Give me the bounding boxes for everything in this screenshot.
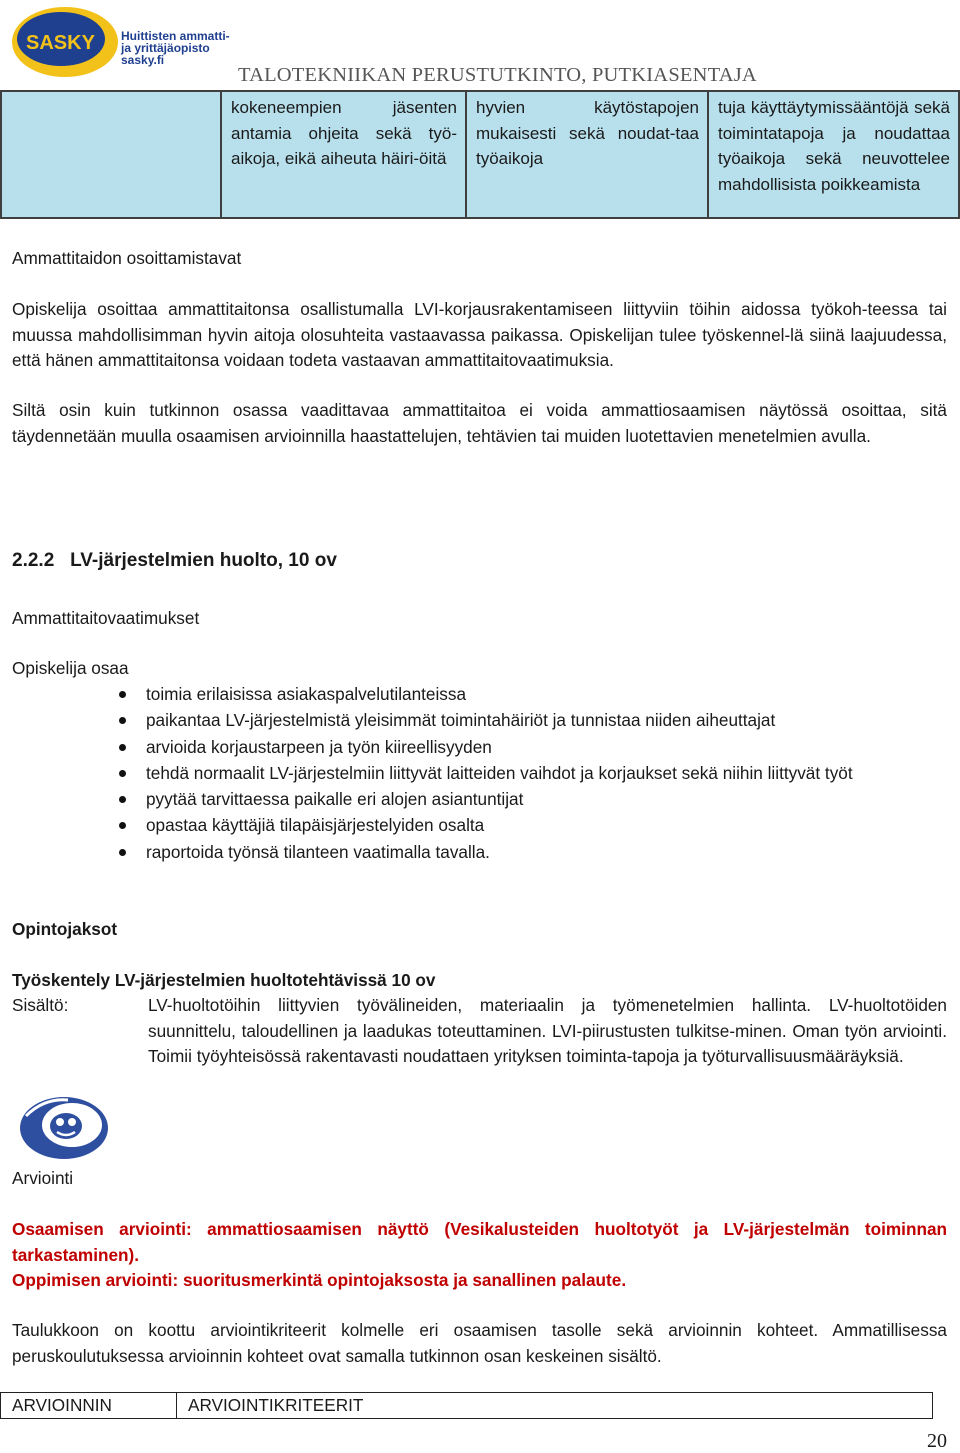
section-heading-osoittamistavat: Ammattitaidon osoittamistavat (12, 248, 242, 268)
list-item: opastaa käyttäjiä tilapäisjärjestelyiden osalta (12, 812, 947, 838)
svg-text:Huittisten ammatti-: Huittisten ammatti- (121, 29, 230, 43)
list-item: tehdä normaalit LV-järjestelmiin liittyvät laitteiden vaihdot ja korjaukset sekä niihin liittyvät työt (12, 760, 947, 786)
sasky-logo (10, 2, 240, 84)
paragraph-osoittaminen: Opiskelija osoittaa ammattitaitonsa osallistumalla LVI-korjausrakentamiseen liittyviin töihin aidossa työkoh-teessa tai muussa mahdollisimman hyvin aitoja olosuhteita vastaavassa paikassa. Opiskelijan tulee työskennel-lä siinä laajuudessa, että hänen ammattitaitonsa voidaan todeta vastaavan ammattitaitovaatimuksia. (12, 299, 947, 371)
paragraph-taulukko: Taulukkoon on koottu arviointikriteerit kolmelle eri osaamisen tasolle sekä arvioinnin kohteet. Ammatillisessa peruskoulutuksessa arvioinnin kohteet ovat samalla tutkinnon osan keskeinen sisältö. (12, 1320, 947, 1366)
logo-brand: SASKY (26, 32, 95, 54)
content-text: LV-huoltotöihin liittyvien työvälineiden, materiaalin ja työmenetelmien hallinta. LV-huoltotöiden suunnittelu, taloudellinen ja laadukas toteuttaminen. LVI-piirustusten tulkitse-minen. Oman työn arviointi. Toimii työyhteisössä rakentavasti noudattaen yrityksen toiminta-tapoja ja työturvallisuusmääräyksiä. (148, 995, 947, 1067)
paragraph-taydentaminen: Siltä osin kuin tutkinnon osassa vaadittavaa ammattitaitoa ei voida ammattiosaamisen näytössä osoittaa, sitä täydennetään muulla osaamisen arvioinnilla haastattelujen, tehtävien tai muiden luotettavien menetelmien avulla. (12, 400, 947, 446)
assessment-table-header (0, 1392, 933, 1419)
table-cell-tyydyttava: kokeneempien jäsenten antamia ohjeita sekä työ-aikoja, eikä aiheuta häiri-öitä (221, 91, 466, 218)
heading-opintojaksot: Opintojaksot (12, 919, 118, 939)
course-title: Työskentely LV-järjestelmien huoltotehtävissä 10 ov (12, 970, 436, 990)
heading-arviointi: Arviointi (12, 1168, 74, 1188)
page-number: 20 (927, 1430, 947, 1452)
list-item: paikantaa LV-järjestelmistä yleisimmät toimintahäiriöt ja tunnistaa niiden aiheuttajat (12, 707, 947, 733)
svg-text:ja yrittäjäopisto: ja yrittäjäopisto (121, 41, 210, 55)
section-name: LV-järjestelmien huolto, 10 ov (70, 550, 337, 571)
content-label: Sisältö: (12, 995, 69, 1015)
criteria-table-continuation (0, 90, 960, 219)
decorative-face-logo-icon (16, 1096, 110, 1162)
list-item: pyytää tarvittaessa paikalle eri alojen asiantuntijat (12, 786, 947, 812)
page-header-title: TALOTEKNIIKAN PERUSTUTKINTO, PUTKIASENTAJA (238, 64, 757, 86)
table-cell-kiitettava: tuja käyttäytymissääntöjä sekä toimintatapoja ja noudattaa työaikoja sekä neuvottelee mahdollisista poikkeamista (708, 91, 959, 218)
sub-heading-ammattitaitovaatimukset: Ammattitaitovaatimukset (12, 608, 200, 628)
intro-opiskelija-osaa: Opiskelija osaa (12, 658, 129, 678)
table-header-arvioinnin: ARVIOINNIN (1, 1393, 177, 1419)
table-cell-empty (1, 91, 221, 218)
list-item: toimia erilaisissa asiakaspalvelutilanteissa (12, 681, 947, 707)
table-header-arviointikriteerit: ARVIOINTIKRITEERIT (177, 1393, 933, 1419)
section-number: 2.2.2 (12, 550, 55, 571)
svg-text:sasky.fi: sasky.fi (121, 53, 165, 67)
list-item: raportoida työnsä tilanteen vaatimalla tavalla. (12, 839, 947, 865)
red-note-oppimisen-arviointi: Oppimisen arviointi: suoritusmerkintä opintojaksosta ja sanallinen palaute. (12, 1270, 627, 1290)
sasky-logo-mark (10, 2, 240, 84)
requirements-list (12, 681, 947, 865)
red-note-osaamisen-arviointi: Osaamisen arviointi: ammattiosaamisen näyttö (Vesikalusteiden huoltotyöt ja LV-järjestelmän toiminnan tarkastaminen). (12, 1219, 947, 1265)
table-cell-hyva: hyvien käytöstapojen mukaisesti sekä noudat-taa työaikoja (466, 91, 708, 218)
list-item: arvioida korjaustarpeen ja työn kiireellisyyden (12, 734, 947, 760)
section-title (12, 548, 337, 574)
